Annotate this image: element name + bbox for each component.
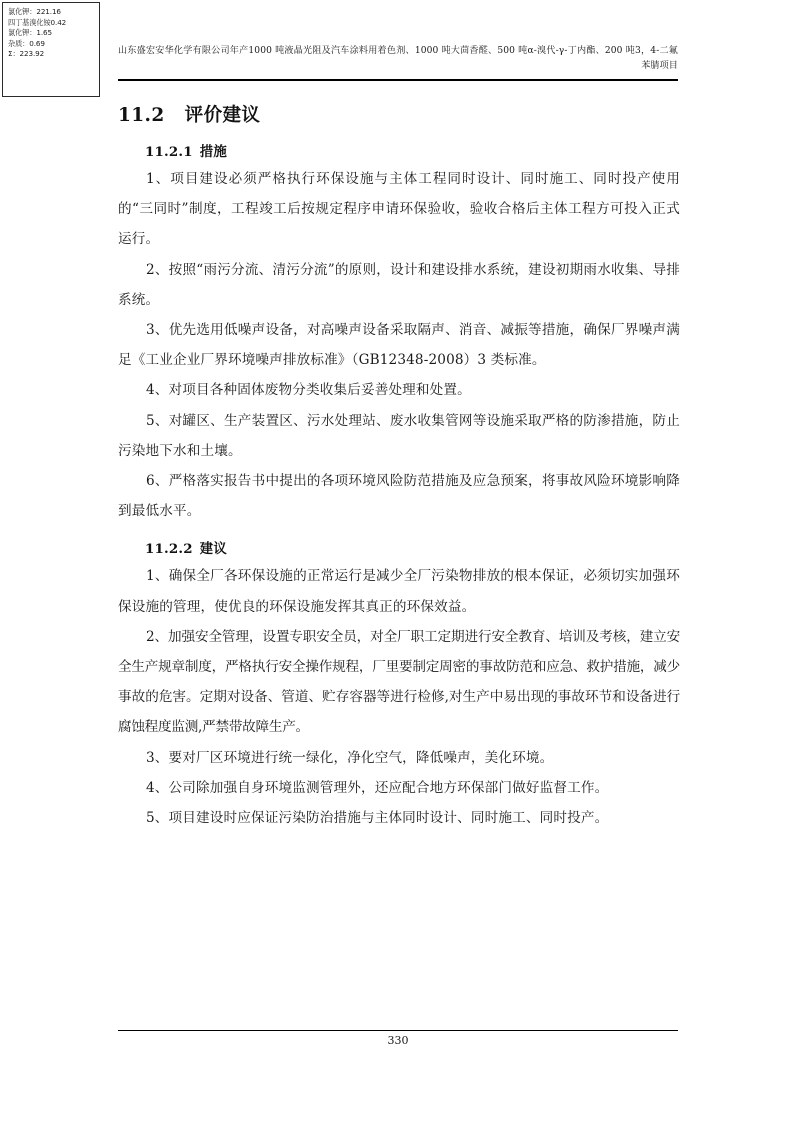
paragraph: 2、加强安全管理，设置专职安全员，对全厂职工定期进行安全教育、培训及考核，建立安全生产规章制度，严格执行安全操作规程，厂里要制定周密的事故防范和应急、救护措施，减少事故的危害。定期对设备、管道、贮存容器等进行检修,对生产中易出现的事故环节和设备进行腐蚀程度监测,严禁带故障生产。 [118,628,680,736]
paragraph: 4、公司除加强自身环境监测管理外，还应配合地方环保部门做好监督工作。 [146,779,609,796]
overlay-row-value: 1.65 [36,28,52,38]
overlay-row-value: 0.42 [50,17,67,27]
paragraph: 4、对项目各种固体废物分类收集后妥善处理和处置。 [146,382,471,399]
overlay-row [8,7,95,18]
overlay-row-label: 氯化钾： [8,7,37,16]
running-header-text: 山东盛宏安华化学有限公司年产1000 吨液晶光阻及汽车涂料用着色剂、1000 吨大茴香醛、500 吨α-溴代-γ-丁内酯、200 吨3，4-二氟苯腈项目 [118,46,678,71]
paragraph: 5、项目建设时应保证污染防治措施与主体同时设计、同时施工、同时投产。 [146,810,609,827]
overlay-row-value: 0.69 [29,38,45,48]
subsection-title: 建议 [199,541,227,558]
overlay-data-box [2,2,100,97]
subsection-number: 11.2.2 [145,541,193,558]
overlay-row-label: 氯化钾： [8,28,37,38]
paragraph: 3、要对厂区环境进行统一绿化，净化空气，降低噪声，美化环境。 [146,749,554,766]
overlay-row [8,39,95,50]
overlay-row [8,18,95,29]
section-title: 评价建议 [184,105,261,126]
overlay-row [8,49,95,60]
subsection-heading-measures [118,129,680,164]
overlay-row-value: 223.92 [19,49,45,59]
section-number: 11.2 [118,105,165,126]
paragraph: 6、严格落实报告书中提出的各项环境风险防范措施及应急预案，将事故风险环境影响降到最低水平。 [118,473,680,520]
section-heading [118,95,680,129]
paragraph: 3、优先选用低噪声设备，对高噪声设备采取隔声、消音、减振等措施，确保厂界噪声满足《工业企业厂界环境噪声排放标准》（GB12348-2008）3 类标准。 [118,322,680,369]
footer-rule [118,1030,678,1031]
subsection-number: 11.2.1 [145,144,193,160]
overlay-row [8,28,95,39]
running-header [118,44,678,73]
overlay-row-label: 杂质： [8,38,30,48]
paragraph: 5、对罐区、生产装置区、污水处理站、废水收集管网等设施采取严格的防渗措施，防止污染地下水和土壤。 [118,412,680,459]
paragraph: 1、确保全厂各环保设施的正常运行是减少全厂污染物排放的根本保证，必须切实加强环保设施的管理，使优良的环保设施发挥其真正的环保效益。 [118,568,680,615]
overlay-row-label: 四丁基溴化铵 [8,17,51,27]
subsection-heading-suggestions [118,526,680,561]
overlay-row-label: Σ： [8,49,20,59]
subsection-title: 措施 [199,144,227,160]
paragraph: 2、按照“雨污分流、清污分流”的原则，设计和建设排水系统，建设初期雨水收集、导排系统。 [118,261,680,308]
overlay-row-value: 221.16 [36,7,61,16]
page-number: 330 [387,1034,409,1047]
header-rule [118,79,678,81]
paragraph: 1、项目建设必须严格执行环保设施与主体工程同时设计、同时施工、同时投产使用的“三同时”制度，工程竣工后按规定程序申请环保验收，验收合格后主体工程方可投入正式运行。 [118,171,680,248]
document-body [118,95,680,833]
